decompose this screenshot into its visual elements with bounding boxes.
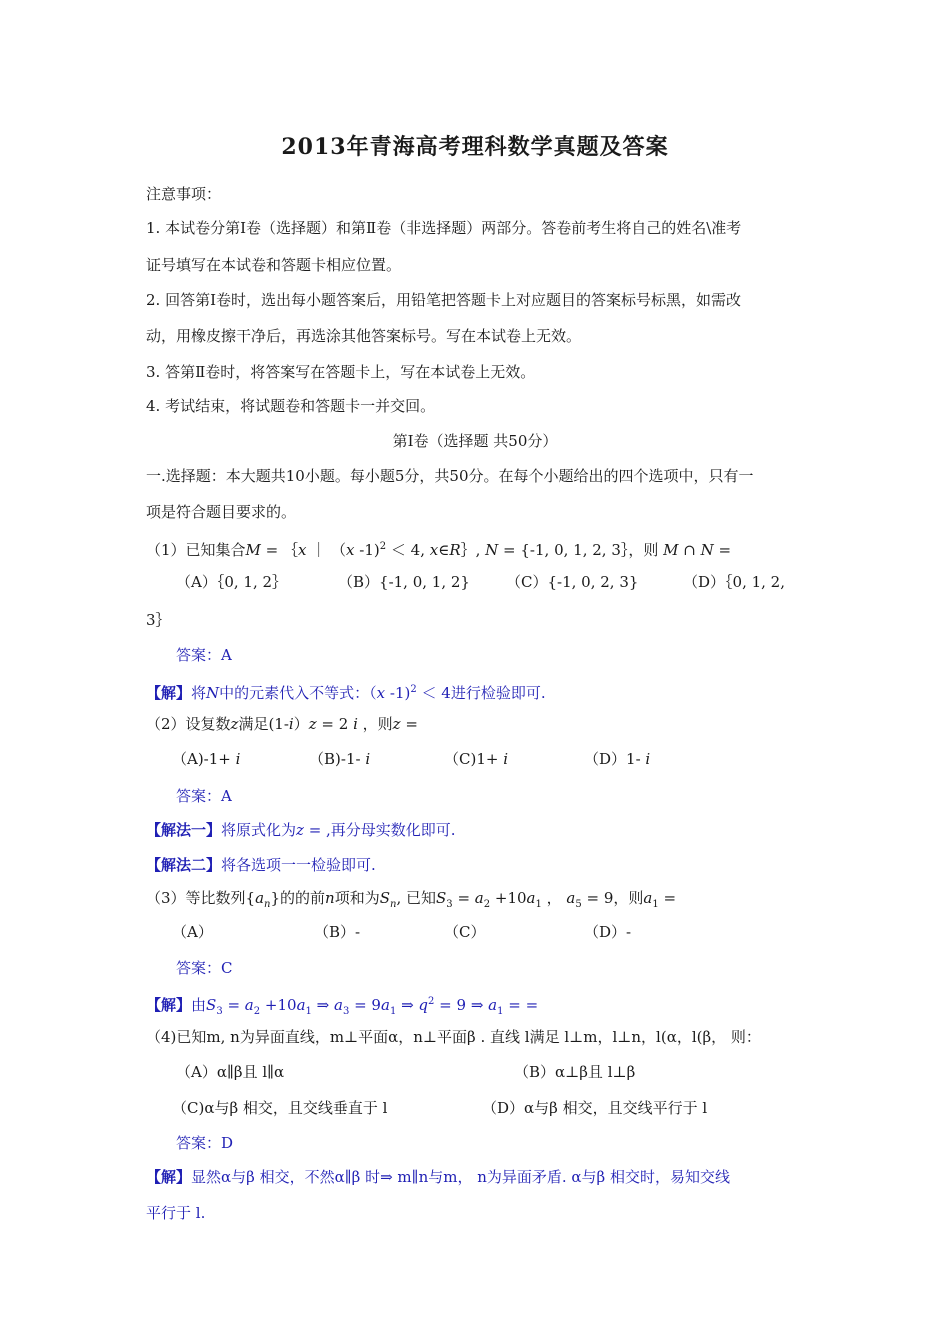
q3-solution: 【解】由$S_3 = a_2 +10a_1$ ⇒ $a_3 = 9a_1$ ⇒ $q^2 = 9$ ⇒ $a_1$ = = — [146, 996, 539, 1017]
q1-answer: 答案：A — [176, 646, 232, 664]
section-heading: 第Ⅰ卷（选择题 共50分） — [392, 432, 558, 450]
q3-answer: 答案：C — [176, 959, 233, 977]
notice-item-2: 2. 回答第Ⅰ卷时，选出每小题答案后，用铅笔把答题卡上对应题目的答案标号标黑，如需改 — [146, 291, 742, 309]
q4-solution: 【解】显然α与β 相交，不然α∥β 时⇒ m∥n与m， n为异面矛盾. α与β 相交时，易知交线 — [146, 1168, 730, 1186]
q3-stem: （3）等比数列$\{a_n\}$的的前n项和为$S_n$, 已知$S_3 = a_2 +10a_1$ ， $a_5 = 9$，则$a_1$ = — [146, 889, 677, 910]
q4-option-a: （A）α∥β且 l∥α — [176, 1063, 285, 1081]
q4-solution-cont: 平行于 l. — [146, 1204, 206, 1222]
q3-option-d: （D）- — [584, 923, 632, 941]
q2-option-b: （B)-1- i — [309, 750, 371, 768]
q1-option-a: （A）｛0, 1, 2｝ — [176, 573, 288, 591]
q2-solution-1: 【解法一】将原式化为z = ,再分母实数化即可. — [146, 821, 456, 839]
page-title: 2013年青海高考理科数学真题及答案 — [281, 134, 669, 160]
notice-item-2-cont: 动，用橡皮擦干净后，再选涂其他答案标号。写在本试卷上无效。 — [146, 327, 582, 345]
q2-answer: 答案：A — [176, 787, 232, 805]
q4-stem: （4)已知m, n为异面直线，m⊥平面α，n⊥平面β . 直线 l满足 l⊥m，l⊥n，l(α，l(β， 则： — [146, 1028, 761, 1046]
q4-answer: 答案：D — [176, 1134, 234, 1152]
q2-solution-2: 【解法二】将各选项一一检验即可. — [146, 856, 376, 874]
q2-option-d: （D）1- i — [584, 750, 651, 768]
q1-stem: （1）已知集合M = ｛x ｜ （x -1)$^2$ ＜ 4, x∈R｝, N = {-1, 0, 1, 2, 3｝，则 M ∩ N = — [146, 541, 732, 559]
notice-item-4: 4. 考试结束，将试题卷和答题卡一并交回。 — [146, 397, 436, 415]
section-intro-cont: 项是符合题目要求的。 — [146, 503, 297, 521]
section-intro: 一.选择题：本大题共10小题。每小题5分，共50分。在每个小题给出的四个选项中，只有一 — [146, 467, 754, 485]
notice-item-3: 3. 答第Ⅱ卷时，将答案写在答题卡上，写在本试卷上无效。 — [146, 363, 536, 381]
q1-option-d-cont: 3｝ — [146, 611, 171, 629]
q3-option-c: （C） — [444, 923, 486, 941]
q2-stem: （2）设复数z满足(1-i）z = 2 i ，则z = — [146, 715, 418, 733]
q1-solution: 【解】将N中的元素代入不等式：（x -1)$^2$ ＜ 4进行检验即可. — [146, 684, 546, 702]
q4-option-b: （B）α⊥β且 l⊥β — [514, 1063, 636, 1081]
q4-option-d: （D）α与β 相交，且交线平行于 l — [482, 1099, 708, 1117]
q1-option-b: （B）{-1, 0, 1, 2} — [338, 573, 470, 591]
q2-option-a: （A)-1+ i — [172, 750, 241, 768]
q2-option-c: （C)1+ i — [444, 750, 509, 768]
q3-option-b: （B）- — [314, 923, 361, 941]
q3-option-a: （A） — [172, 923, 213, 941]
notice-item-1: 1. 本试卷分第Ⅰ卷（选择题）和第Ⅱ卷（非选择题）两部分。答卷前考生将自己的姓名\准考 — [146, 219, 742, 237]
q1-option-d: （D）｛0, 1, 2, — [683, 573, 785, 591]
notice-item-1-cont: 证号填写在本试卷和答题卡相应位置。 — [146, 256, 402, 274]
q4-option-c: （C)α与β 相交，且交线垂直于 l — [172, 1099, 388, 1117]
notice-heading: 注意事项： — [146, 185, 222, 203]
q1-option-c: （C）{-1, 0, 2, 3} — [506, 573, 639, 591]
